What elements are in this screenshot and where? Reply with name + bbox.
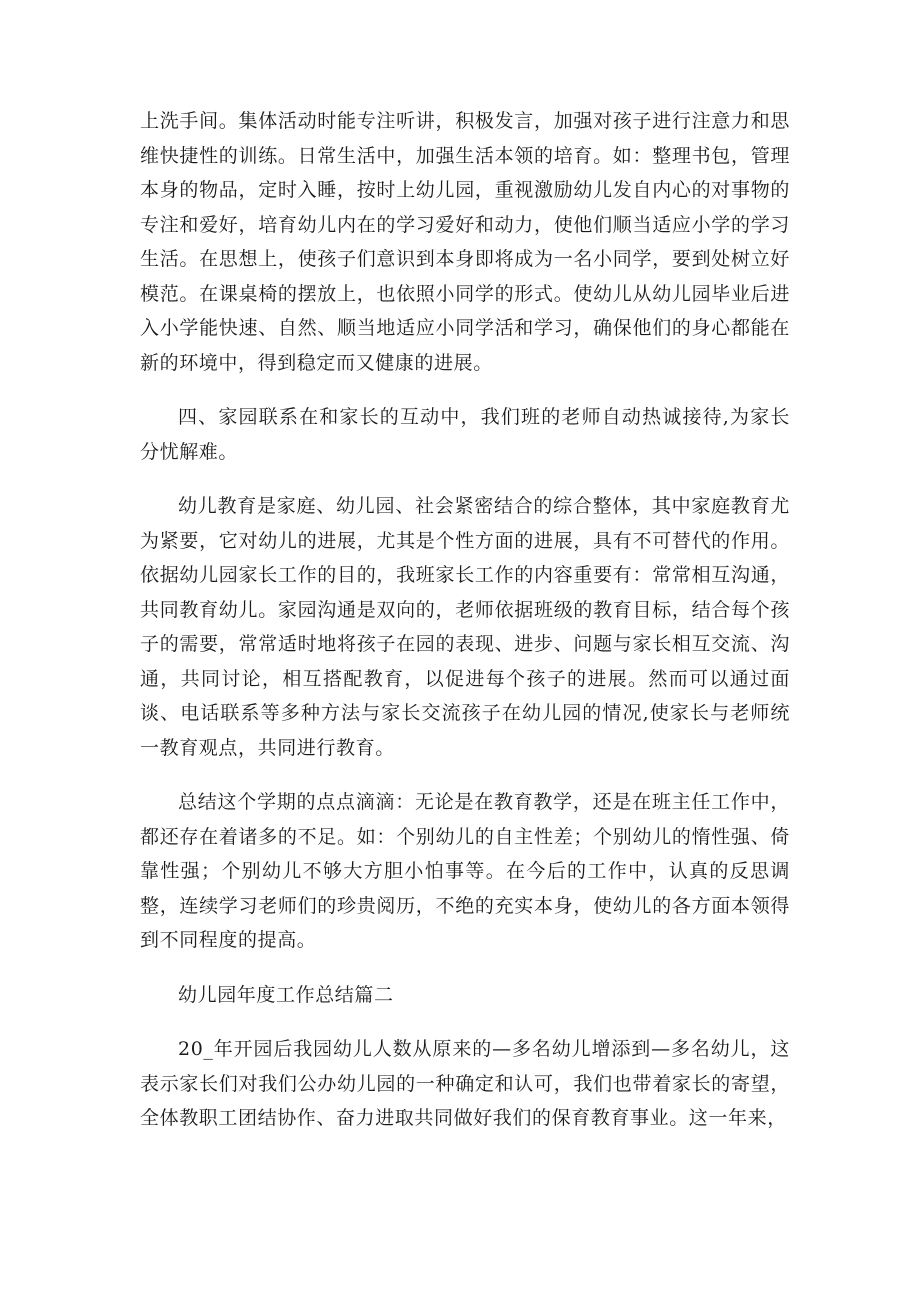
document-body (140, 104, 790, 1136)
section-heading-home-school: 四、家园联系在和家长的互动中，我们班的老师自动热诚接待,为家长分忧解难。 (140, 406, 790, 463)
paragraph-continuation: 上洗手间。集体活动时能专注听讲，积极发言，加强对孩子进行注意力和思维快捷性的训练。日常生活中，加强生活本领的培育。如：整理书包，管理本身的物品，定时入睡，按时上幼儿园，重视激励幼儿发自内心的对事物的专注和爱好，培育幼儿内在的学习爱好和动力，使他们顺当适应小学的学习生活。在思想上，使孩子们意识到本身即将成为一名小同学，要到处树立好模范。在课桌椅的摆放上，也依照小同学的形式。使幼儿从幼儿园毕业后进入小学能快速、自然、顺当地适应小同学活和学习，确保他们的身心都能在新的环境中，得到稳定而又健康的进展。 (140, 110, 790, 374)
paragraph-enrollment: 20_年开园后我园幼儿人数从原来的—多名幼儿增添到—多名幼儿，这表示家长们对我们公办幼儿园的一种确定和认可，我们也带着家长的寄望，全体教职工团结协作、奋力进取共同做好我们的保育教育事业。这一年来， (140, 1038, 790, 1129)
paragraph-semester-summary: 总结这个学期的点点滴滴：无论是在教育教学，还是在班主任工作中，都还存在着诸多的不足。如：个别幼儿的自主性差；个别幼儿的惰性强、倚靠性强；个别幼儿不够大方胆小怕事等。在今后的工作中，认真的反思调整，连续学习老师们的珍贵阅历，不绝的充实本身，使幼儿的各方面本领得到不同程度的提高。 (140, 791, 790, 951)
paragraph-family-education: 幼儿教育是家庭、幼儿园、社会紧密结合的综合整体，其中家庭教育尤为紧要，它对幼儿的进展，尤其是个性方面的进展，具有不可替代的作用。依据幼儿园家长工作的目的，我班家长工作的内容重要有：常常相互沟通，共同教育幼儿。家园沟通是双向的，老师依据班级的教育目标，结合每个孩子的需要，常常适时地将孩子在园的表现、进步、问题与家长相互交流、沟通，共同讨论，相互搭配教育，以促进每个孩子的进展。然而可以通过面谈、电话联系等多种方法与家长交流孩子在幼儿园的情况,使家长与老师统一教育观点，共同进行教育。 (140, 495, 790, 759)
article-title-part-two: 幼儿园年度工作总结篇二 (178, 983, 394, 1006)
